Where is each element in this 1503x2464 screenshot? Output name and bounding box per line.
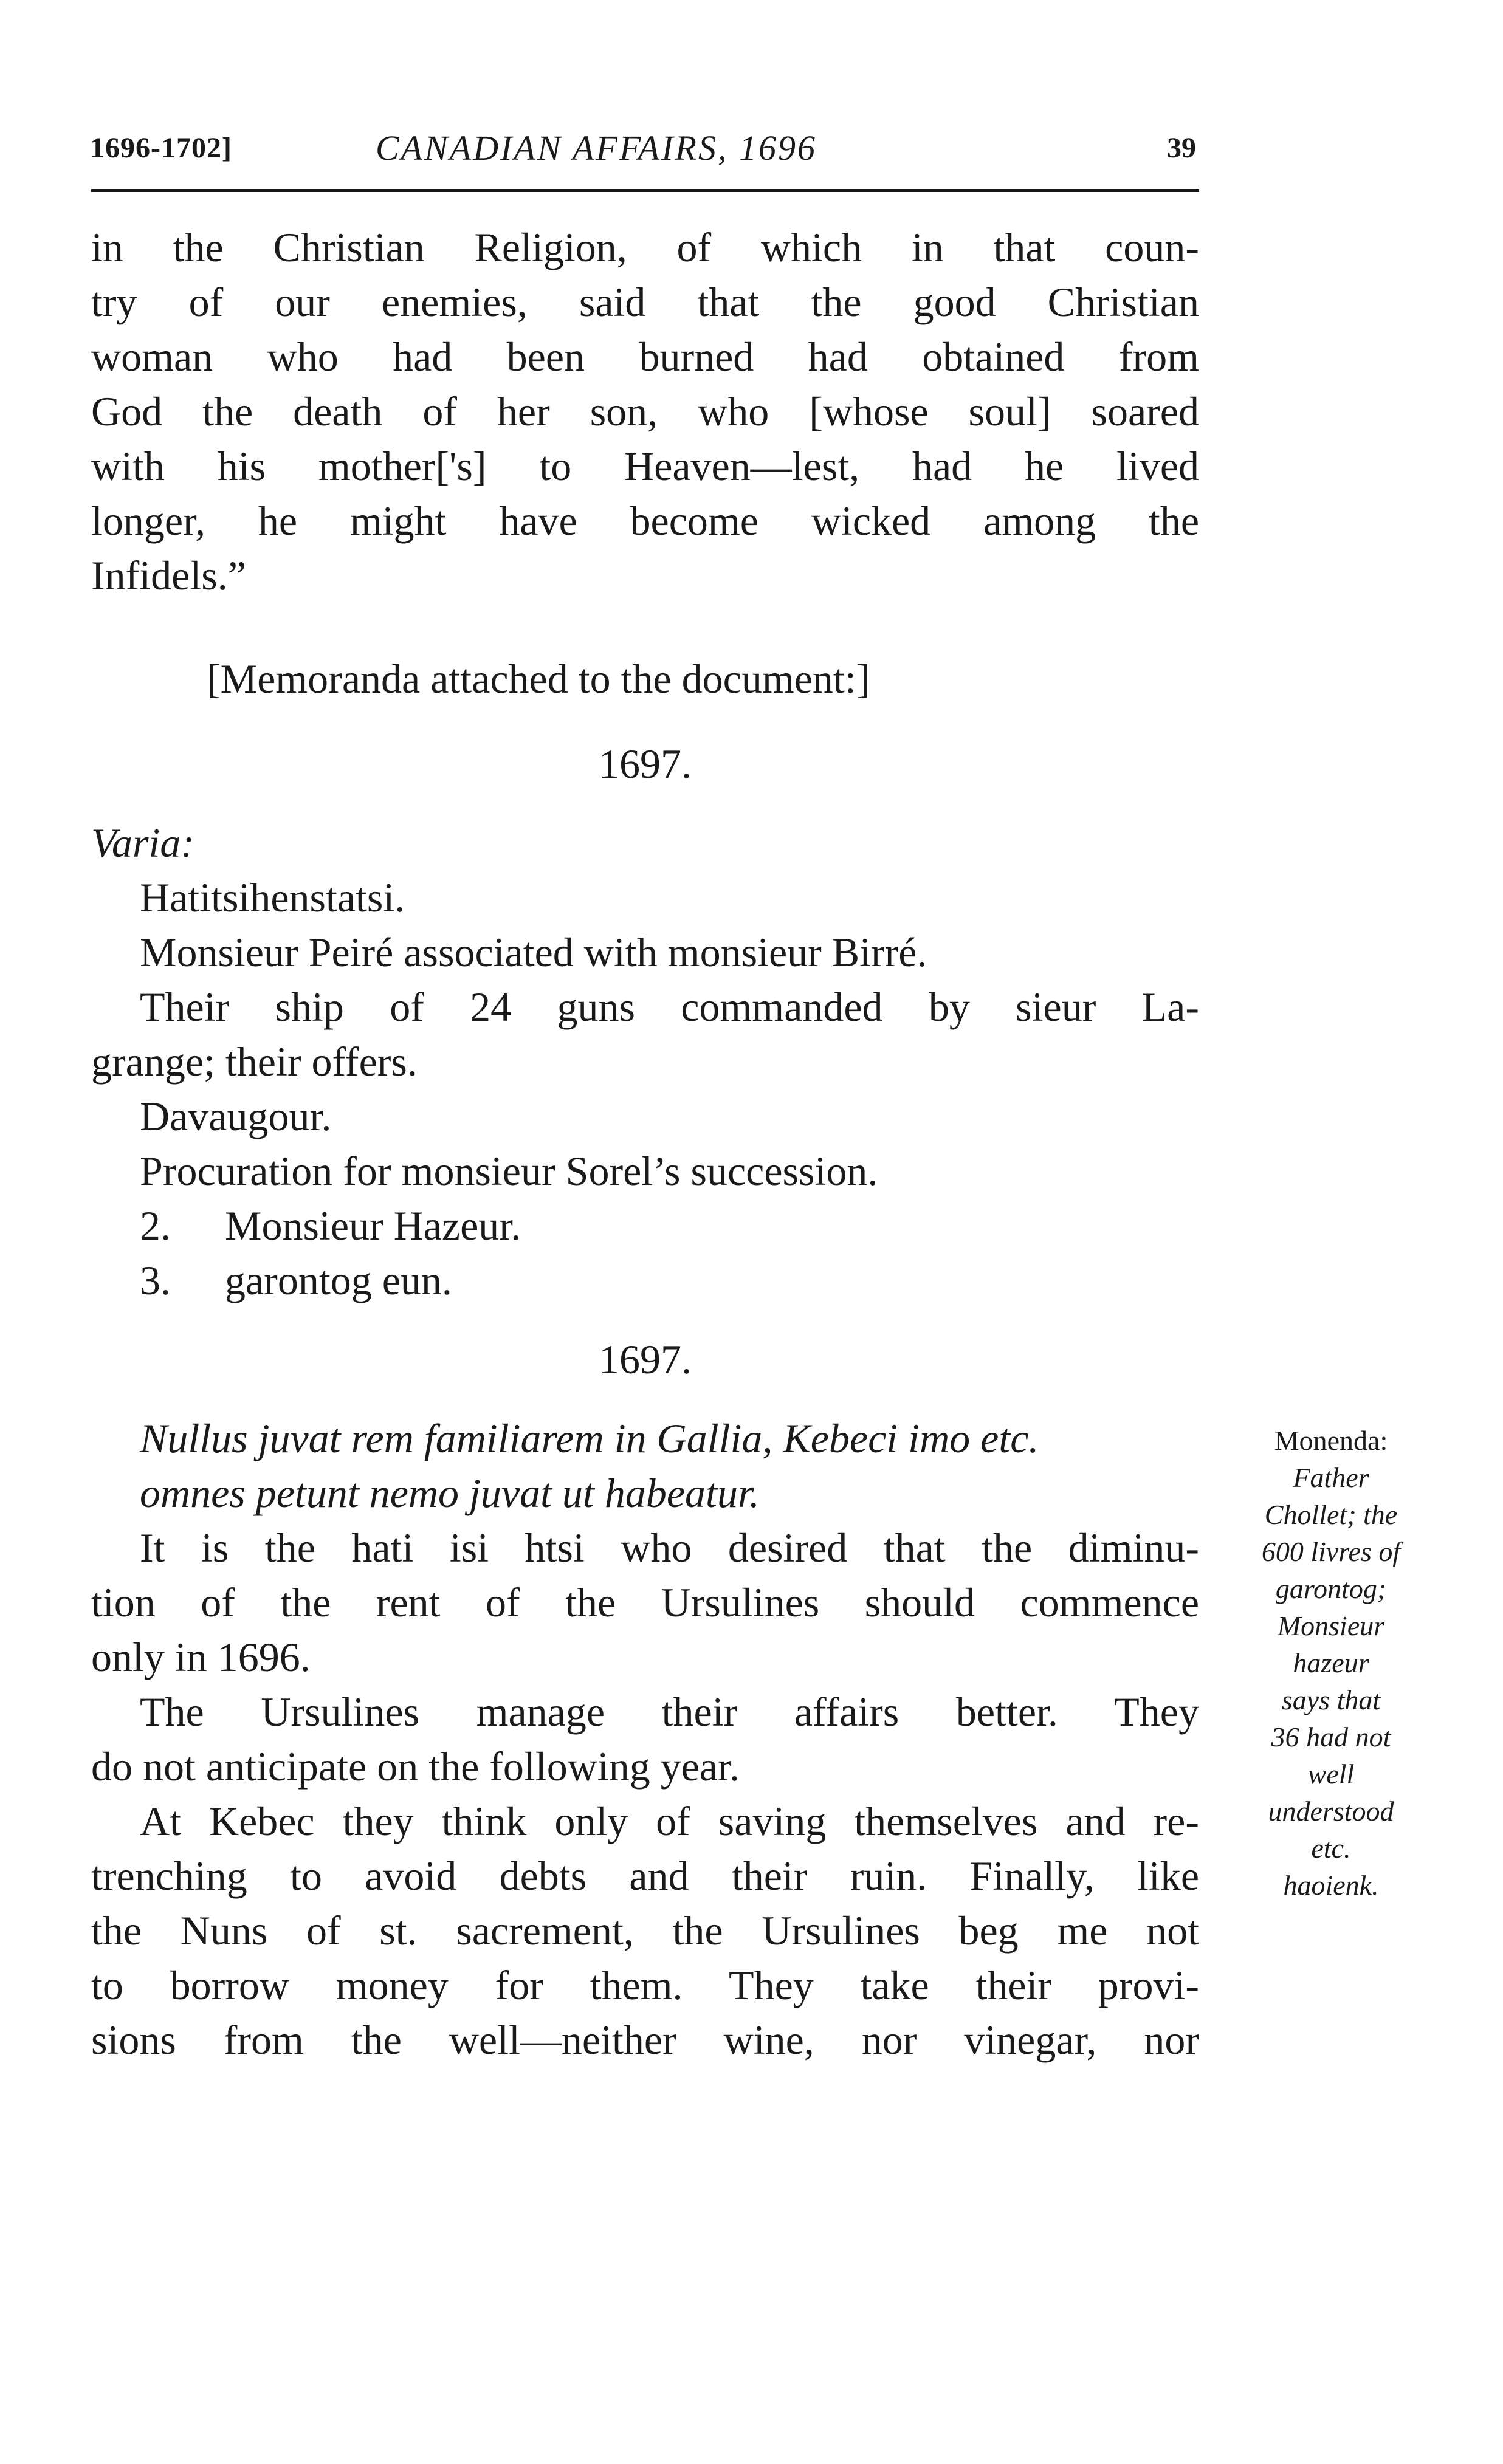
numbered-item bbox=[91, 1198, 1199, 1253]
page-number: 39 bbox=[1167, 132, 1196, 164]
varia-item: grange; their offers. bbox=[91, 1038, 418, 1085]
text-line: God the death of her son, who [whose soul] soared bbox=[91, 388, 1199, 434]
marginal-note-line: 600 livres of bbox=[1261, 1536, 1401, 1567]
item-number: 3. bbox=[140, 1257, 171, 1303]
paragraph-continuation bbox=[91, 220, 1199, 603]
body-line: the Nuns of st. sacrement, the Ursulines beg me not bbox=[91, 1907, 1199, 1954]
body-line: to borrow money for them. They take their provi- bbox=[91, 1962, 1199, 2008]
latin-line: omnes petunt nemo juvat ut habeatur. bbox=[140, 1470, 760, 1516]
numbered-item bbox=[91, 1253, 1199, 1308]
text-line: longer, he might have become wicked among the bbox=[91, 498, 1199, 544]
body-line: trenching to avoid debts and their ruin. Finally, like bbox=[91, 1853, 1199, 1899]
varia-item: Procuration for monsieur Sorel’s succession. bbox=[140, 1148, 878, 1194]
varia-label: Varia: bbox=[91, 820, 194, 866]
body-line: only in 1696. bbox=[91, 1634, 311, 1680]
body-line: tion of the rent of the Ursulines should commence bbox=[91, 1579, 1199, 1625]
text-line: with his mother['s] to Heaven—lest, had he lived bbox=[91, 443, 1199, 489]
header-title: CANADIAN AFFAIRS, 1696 bbox=[376, 128, 817, 168]
varia-item: Hatitsihenstatsi. bbox=[140, 874, 405, 921]
memoranda-heading: [Memoranda attached to the document:] bbox=[207, 656, 870, 702]
latin-and-body bbox=[91, 1411, 1199, 2067]
varia-section bbox=[91, 815, 1199, 1308]
marginal-note-line: garontog; bbox=[1275, 1573, 1387, 1604]
year-heading-2 bbox=[91, 1332, 1199, 1387]
body-line: It is the hati isi htsi who desired that the diminu- bbox=[140, 1525, 1199, 1571]
body-line: At Kebec they think only of saving themselves and re- bbox=[140, 1798, 1199, 1844]
year-label: 1697. bbox=[599, 1336, 692, 1382]
body-line: The Ursulines manage their affairs better. They bbox=[140, 1689, 1199, 1735]
marginal-note-line: hazeur bbox=[1293, 1647, 1369, 1678]
marginal-note-line: Father bbox=[1293, 1462, 1369, 1493]
marginal-note-line: etc. bbox=[1311, 1833, 1351, 1864]
year-label: 1697. bbox=[599, 741, 692, 787]
varia-item: Monsieur Peiré associated with monsieur Birré. bbox=[140, 929, 927, 975]
text-line: try of our enemies, said that the good Christian bbox=[91, 279, 1199, 325]
marginal-note-line: says that bbox=[1281, 1684, 1381, 1715]
marginal-note-line: well bbox=[1307, 1759, 1355, 1790]
text-line: in the Christian Religion, of which in that coun- bbox=[91, 224, 1199, 270]
marginal-note-line: haoienk. bbox=[1283, 1870, 1379, 1901]
latin-line: Nullus juvat rem familiarem in Gallia, Kebeci imo etc. bbox=[140, 1415, 1039, 1461]
marginal-note-line: 36 had not bbox=[1271, 1721, 1391, 1752]
varia-item: Davaugour. bbox=[140, 1093, 332, 1139]
varia-item: Their ship of 24 guns commanded by sieur La- bbox=[140, 984, 1199, 1030]
marginal-note bbox=[1228, 1422, 1434, 1904]
running-header bbox=[90, 128, 1196, 182]
header-date-range: 1696-1702] bbox=[90, 132, 232, 164]
memoranda-heading-block bbox=[91, 651, 1199, 706]
header-rule bbox=[91, 189, 1199, 192]
marginal-note-line: understood bbox=[1268, 1796, 1394, 1827]
item-number: 2. bbox=[140, 1203, 171, 1249]
body-line: do not anticipate on the following year. bbox=[91, 1743, 740, 1790]
body-line: sions from the well—neither wine, nor vinegar, nor bbox=[91, 2017, 1199, 2063]
marginal-note-line: Monsieur bbox=[1277, 1610, 1385, 1641]
text-line: Infidels.” bbox=[91, 552, 246, 599]
marginal-note-line: Chollet; the bbox=[1264, 1499, 1398, 1530]
year-heading-1 bbox=[91, 736, 1199, 791]
marginal-note-label: Monenda: bbox=[1274, 1425, 1388, 1456]
item-text: garontog eun. bbox=[225, 1257, 452, 1303]
item-text: Monsieur Hazeur. bbox=[225, 1203, 521, 1249]
text-line: woman who had been burned had obtained from bbox=[91, 334, 1199, 380]
